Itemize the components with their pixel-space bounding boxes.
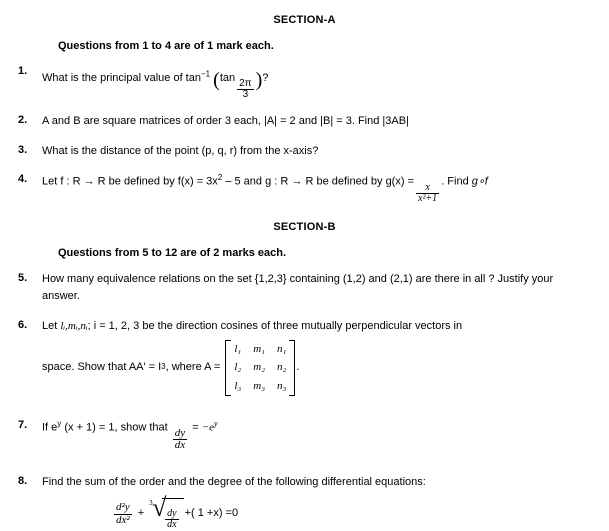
question-5-body: How many equivalence relations on the set {1,2,3} containing (1,2) and (2,1) are there in all ? Justify your answer. [42,272,554,303]
q7-derivative-fraction [173,428,187,452]
section-b-instruction: Questions from 5 to 12 are of 2 marks each. [58,246,287,259]
q1-lead: What is the principal value of tan [42,72,201,84]
q7-rhs-exponent: y [214,419,218,429]
q6-direction-cosines: lᵢ,mᵢ,nᵢ [60,319,88,332]
matrix-cell: n₂ [277,361,287,374]
q8-lead: Find the sum of the order and the degree of the following differential equations: [42,475,426,488]
question-2-number: 2. [18,113,28,126]
q7-mid: (x + 1) = 1, show that [64,421,168,434]
q4-fraction [416,183,439,205]
question-8 [0,474,609,531]
q7-lead: If e [42,421,58,434]
q4-part4: R be defined by g(x) = [305,175,414,188]
q4-frac-numerator: x [416,183,439,195]
question-6-number: 6. [18,318,28,331]
radical-glyph: √ [152,492,167,522]
section-b-heading: SECTION-B [273,220,336,233]
question-3 [0,143,609,161]
q8-root-frac-numerator: dy [167,507,177,519]
q1-fraction [237,79,253,101]
q4-part6: g∘f [471,175,488,188]
question-7 [0,418,609,452]
q8-second-derivative-fraction [114,502,132,526]
question-3-number: 3. [18,143,28,156]
question-1-number: 1. [18,65,28,77]
question-6 [0,318,609,396]
q6-line1-a: Let [42,319,58,332]
q6-line2-a: space. Show that AA′ = I [42,361,162,374]
q6-line2-tail: . [296,361,300,374]
matrix-cell: n₃ [277,379,287,392]
q8-root-fraction [165,509,178,531]
q6-matrix [225,340,295,397]
matrix-bracket-right [289,340,295,397]
q8-cube-root [149,492,183,531]
matrix-cell: l₃ [234,379,242,392]
question-4 [0,172,609,205]
question-7-number: 7. [18,419,28,432]
question-6-body [42,318,609,396]
q1-open-paren: ( [213,69,220,91]
matrix-cell: m₃ [253,379,266,392]
question-4-body [42,172,609,205]
q1-frac-denominator: 3 [242,89,249,101]
radical-index: 3 [149,498,153,507]
q4-part5: . Find [441,175,469,188]
q8-plus: + [137,507,145,520]
q6-line2-b: , where A = [165,361,221,374]
question-3-body: What is the distance of the point (p, q, r) from the x-axis? [42,144,319,157]
q8-root-frac-denominator: dx [167,519,177,530]
q1-tail: ? [262,72,269,84]
question-2 [0,113,609,131]
question-8-number: 8. [18,474,28,487]
question-1-body [42,64,609,101]
q8-frac-numerator: d²y [116,500,130,513]
q4-superscript: 2 [217,173,223,183]
question-7-body [42,418,609,452]
question-2-body: A and B are square matrices of order 3 each, |A| = 2 and |B| = 3. Find |3AB| [42,114,409,127]
q1-close-paren: ) [255,69,263,91]
q7-frac-numerator: dy [174,426,186,439]
q1-frac-numerator: 2π [239,77,252,89]
q1-inner-fn: tan [219,72,236,84]
q4-frac-denominator: x²+1 [418,193,438,205]
document-page [0,14,609,530]
q6-line1-c: ; i = 1, 2, 3 be the direction cosines of three mutually perpendicular vectors in [87,319,463,332]
q4-part3: – 5 and g : R [225,175,289,188]
section-a-instruction: Questions from 1 to 4 are of 1 mark each. [58,40,274,52]
question-5-number: 5. [18,271,28,284]
q8-equation [112,492,575,531]
q7-rhs: −e [201,421,215,434]
q7-frac-denominator: dx [174,439,186,452]
section-a-heading: SECTION-A [273,14,336,26]
q6-identity-subscript: 3 [161,362,166,372]
matrix-cell: l₁ [234,342,242,355]
question-4-number: 4. [18,173,28,186]
radical-sign-icon [149,492,167,531]
matrix-cell: n₁ [277,342,287,355]
question-5 [0,271,609,306]
question-8-body [42,474,609,531]
matrix-grid [231,340,289,397]
q7-exponent: y [57,419,62,429]
q7-equals: = [192,421,199,434]
q6-line2 [42,340,575,397]
question-1 [0,64,609,101]
q8-frac-denominator: dx² [116,513,130,526]
q4-part2: R be defined by f(x) = 3x [97,175,218,188]
q4-arrow-1-icon: → [83,175,95,188]
q1-superscript: −1 [200,69,211,79]
q4-arrow-2-icon: → [291,175,303,188]
matrix-cell: l₂ [234,361,242,374]
matrix-cell: m₂ [253,361,266,374]
q4-part1: Let f : R [42,175,81,188]
q8-tail: +( 1 +x) =0 [184,507,239,520]
matrix-cell: m₁ [253,342,266,355]
